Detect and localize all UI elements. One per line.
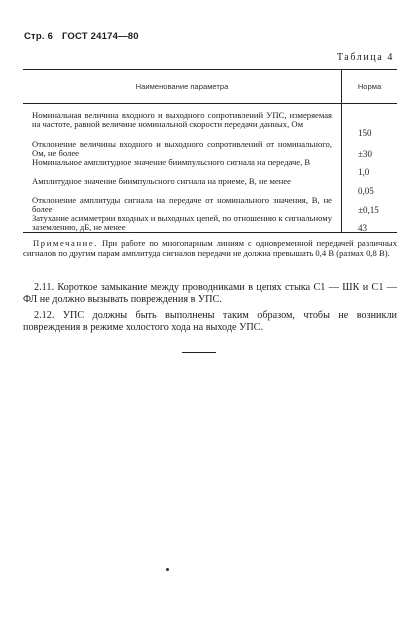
note-text: При работе по многопарным линиям с одновременной передачей различных сигналов по другим парам амплитуда сигналов передачи не должна превышать 0,4 В (размах 0,8 В). (23, 238, 397, 259)
end-rule (182, 352, 216, 353)
parameter-value: 150 (358, 128, 372, 138)
parameter-value: ±0,15 (358, 205, 379, 215)
parameter-name: Отклонение величины входного и выходного сопротивлений от номинального, Ом, не более (32, 139, 332, 159)
parameter-name: Амплитудное значение биимпульсного сигнала на приеме, В, не менее (32, 176, 291, 186)
parameter-name: Отклонение амплитуды сигнала на передаче от номинального значения, В, не более (32, 195, 332, 215)
stray-dot (166, 568, 169, 571)
parameter-value: 0,05 (358, 186, 374, 196)
page-header (24, 31, 139, 42)
parameter-name: Затухание асимметрии входных и выходных цепей, по отношению к сигнальному заземлению, дБ, не менее (32, 213, 332, 233)
parameters-table (23, 69, 397, 233)
clause-2-11: 2.11. Короткое замыкание между проводниками в цепях стыка С1 — ШК и С1 — ФЛ не должно вызывать повреждения в УПС. (23, 282, 397, 306)
column-header-norm: Норма (357, 82, 382, 91)
parameter-value: 1,0 (358, 167, 370, 177)
page-number: Стр. 6 (24, 31, 54, 42)
parameter-name: Номинальное амплитудное значение биимпульсного сигнала на передаче, В (32, 157, 311, 167)
column-header-parameter: Наименование параметра (135, 82, 229, 91)
parameter-name: Номинальная величина входного и выходного сопротивлений УПС, измеряемая на частоте, равной величине номинальной скорости передачи данных, Ом (32, 110, 332, 130)
table-note (23, 238, 397, 259)
table-header-row (23, 70, 397, 104)
parameter-value: 43 (358, 223, 367, 233)
parameter-value: ±30 (358, 149, 372, 159)
clause-2-12: 2.12. УПС должны быть выполнены таким образом, чтобы не возникли повреждения в режиме холостого хода на выходе УПС. (23, 310, 397, 334)
standard-code: ГОСТ 24174—80 (61, 31, 139, 42)
table-title: Таблица 4 (336, 52, 394, 63)
note-label: Примечание. (33, 238, 99, 248)
